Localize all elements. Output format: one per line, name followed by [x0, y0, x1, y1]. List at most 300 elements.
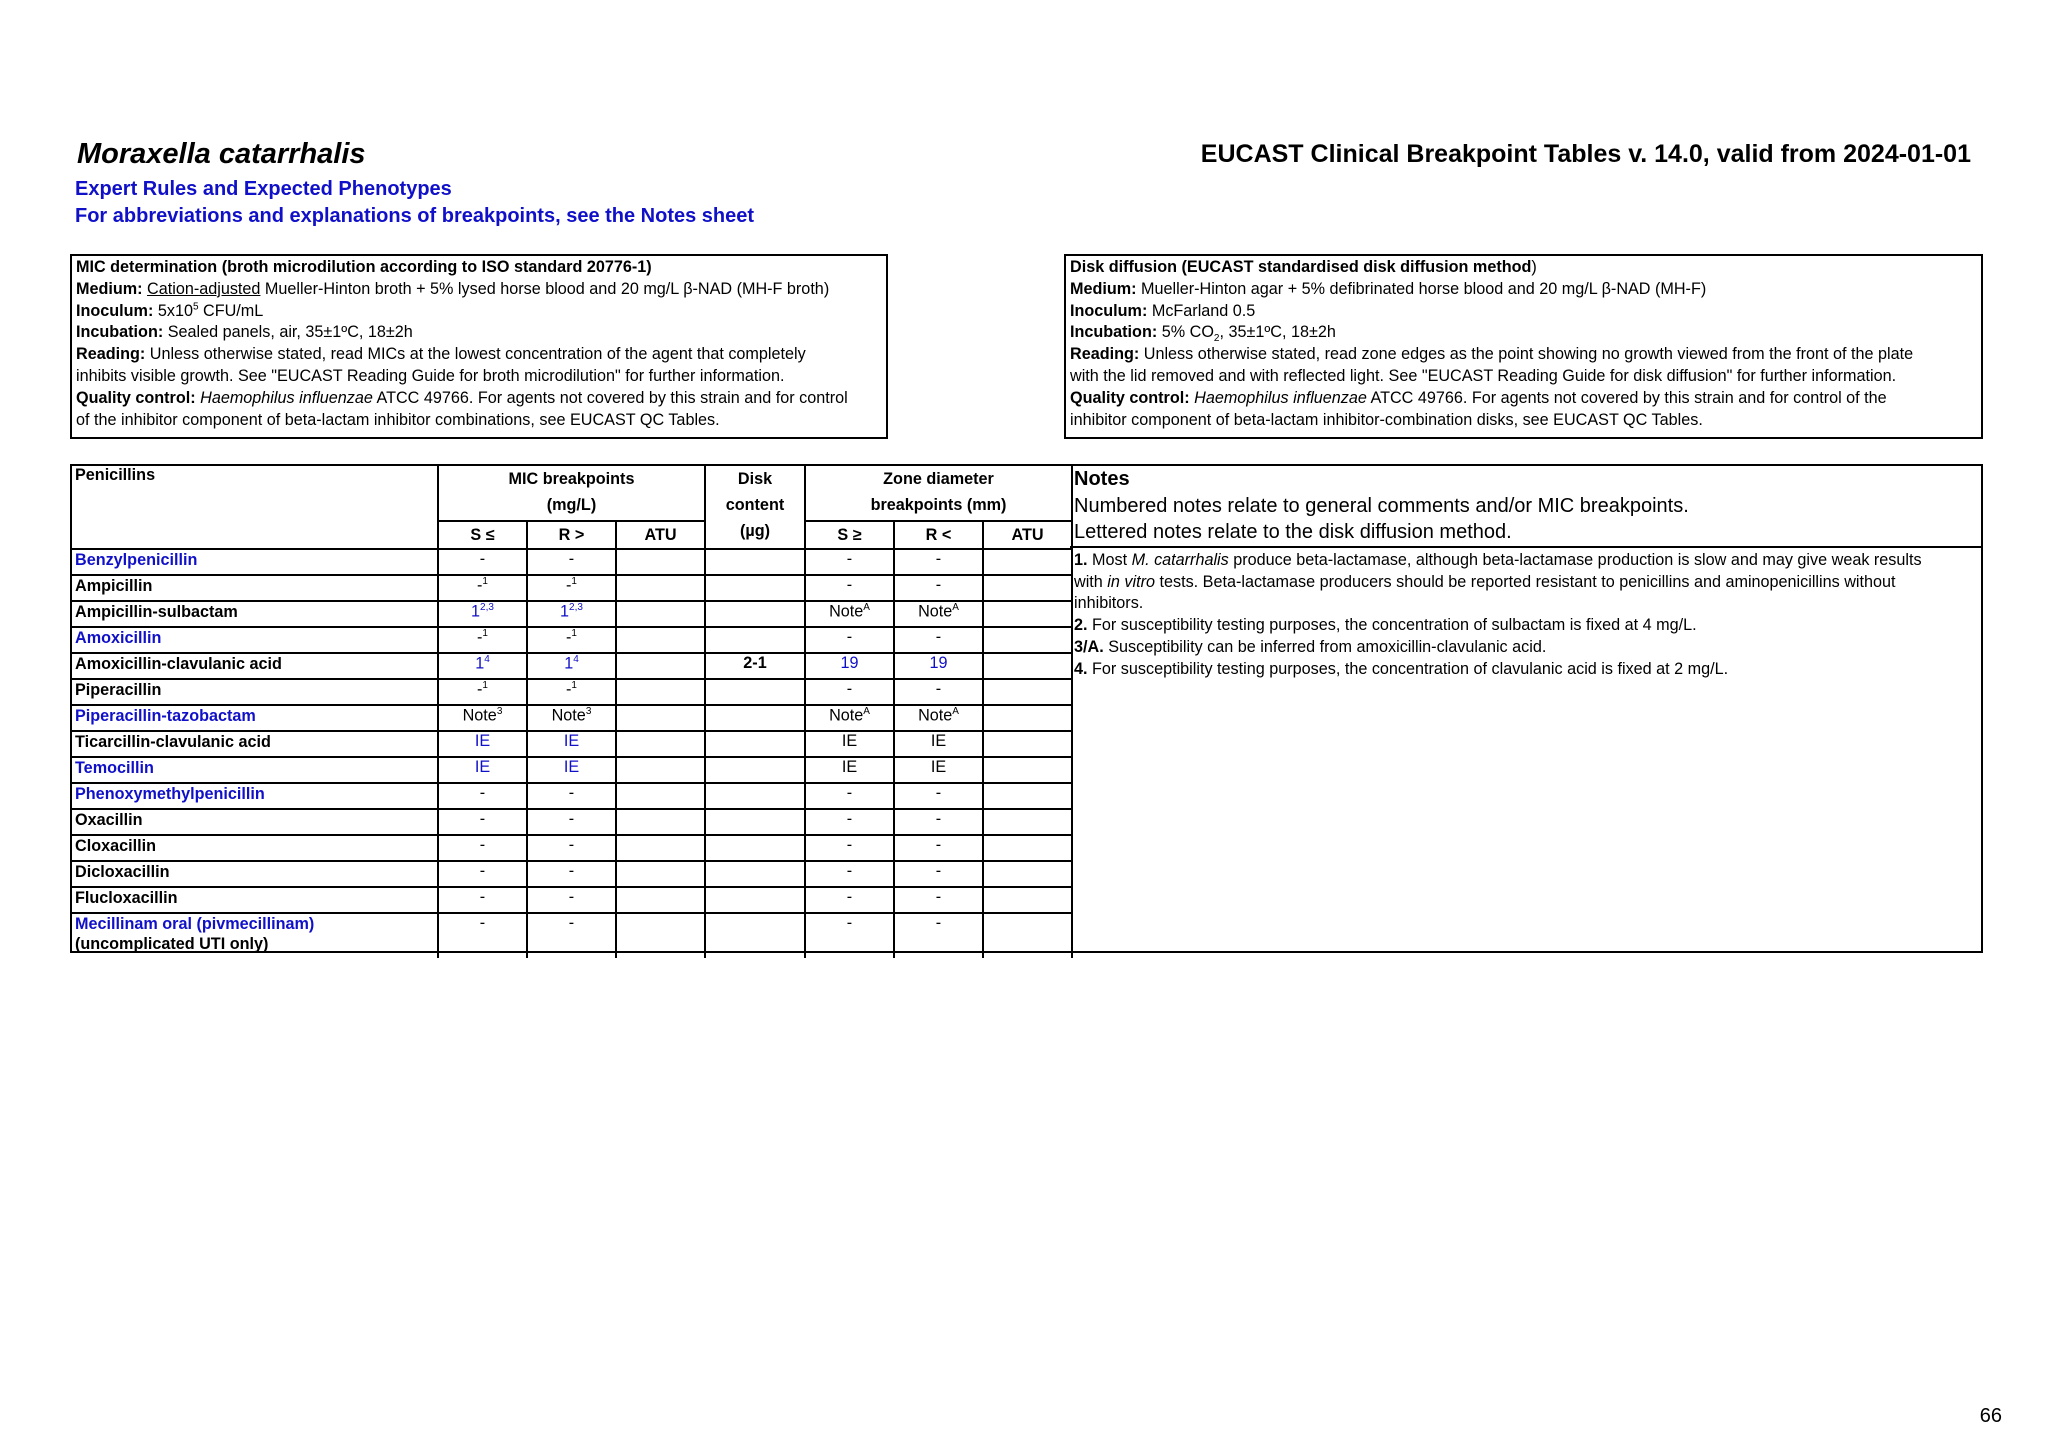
zone-r-cell — [894, 783, 983, 809]
mic-reading-text2: inhibits visible growth. See "EUCAST Reading Guide for broth microdilution" for further information. — [76, 366, 785, 385]
mic-breakpoints-header — [438, 466, 705, 521]
mic-s-cell — [438, 913, 527, 958]
zone-s-cell-note-ref: A — [863, 602, 870, 613]
zone-r-cell-value: - — [935, 888, 942, 906]
disk-content-cell — [705, 705, 805, 731]
mic-r-cell-value: IE — [563, 758, 580, 776]
zone-r-cell-value: - — [935, 628, 942, 646]
zone-s-cell — [805, 627, 894, 653]
table-row — [72, 887, 1072, 913]
mic-s-cell-value: - — [477, 628, 483, 647]
disk-incubation-post: , 35±1ºC, 18±2h — [1219, 323, 1336, 342]
zone-atu-cell — [983, 757, 1072, 783]
mic-s-cell — [438, 783, 527, 809]
disk-content-cell — [705, 679, 805, 705]
mic-s-cell — [438, 887, 527, 913]
zone-r-cell — [894, 601, 983, 627]
document-title: EUCAST Clinical Breakpoint Tables v. 14.0, valid from 2024-01-01 — [1200, 140, 1971, 168]
mic-s-cell-value: - — [477, 680, 483, 699]
note1-number: 1. — [1074, 551, 1088, 569]
mic-inoculum-sup: 5 — [192, 301, 199, 313]
zone-atu-cell — [983, 887, 1072, 913]
zone-atu-header: ATU — [983, 521, 1072, 549]
table-row — [72, 549, 1072, 575]
disk-content-cell: 2-1 — [705, 653, 805, 679]
agent-label: Benzylpenicillin — [75, 551, 198, 569]
mic-medium-label: Medium: — [76, 279, 143, 298]
mic-s-cell — [438, 861, 527, 887]
agent-label: Dicloxacillin — [75, 863, 170, 881]
mic-atu-header: ATU — [616, 521, 705, 549]
mic-atu-cell — [616, 705, 705, 731]
mic-r-cell — [527, 549, 616, 575]
zone-atu-cell — [983, 861, 1072, 887]
agent-name[interactable] — [72, 549, 438, 575]
zone-r-cell-note-ref: A — [952, 602, 959, 613]
mic-qc-text2: of the inhibitor component of beta-lactam inhibitor combinations, see EUCAST QC Tables. — [76, 410, 720, 429]
disk-content-cell — [705, 809, 805, 835]
mic-r-cell-value: 1 — [560, 602, 570, 621]
mic-s-cell-value: 1 — [475, 654, 485, 673]
zone-header-line2: breakpoints (mm) — [870, 496, 1007, 514]
mic-atu-cell — [616, 783, 705, 809]
mic-r-cell — [527, 731, 616, 757]
zone-s-cell-value: - — [846, 680, 853, 698]
mic-r-cell — [527, 783, 616, 809]
mic-s-cell-value: IE — [474, 732, 491, 750]
mic-atu-cell — [616, 601, 705, 627]
agent-name[interactable] — [72, 627, 438, 653]
mic-r-cell-value: - — [568, 888, 575, 906]
mic-r-cell-value: - — [566, 680, 572, 699]
disk-medium-label: Medium: — [1070, 279, 1137, 298]
disk-content-cell — [705, 757, 805, 783]
mic-s-cell — [438, 601, 527, 627]
agent-name — [72, 601, 438, 627]
agent-label: Ticarcillin-clavulanic acid — [75, 733, 271, 751]
agent-label: Ampicillin-sulbactam — [75, 603, 238, 621]
zone-atu-cell — [983, 835, 1072, 861]
mic-r-cell-note-ref: 1 — [571, 628, 577, 639]
mic-s-cell-value: - — [479, 914, 486, 932]
zone-s-cell — [805, 601, 894, 627]
mic-qc-label: Quality control: — [76, 388, 196, 407]
mic-atu-cell — [616, 549, 705, 575]
zone-atu-cell — [983, 601, 1072, 627]
disk-qc-text1: ATCC 49766. For agents not covered by this strain and for control of the — [1366, 388, 1887, 407]
mic-s-cell-value: - — [477, 576, 483, 595]
agent-name — [72, 653, 438, 679]
agent-label: Phenoxymethylpenicillin — [75, 785, 265, 803]
zone-s-cell — [805, 731, 894, 757]
table-row — [72, 705, 1072, 731]
agent-name — [72, 887, 438, 913]
disk-content-cell — [705, 575, 805, 601]
mic-s-cell-note-ref: 1 — [482, 576, 488, 587]
zone-s-cell — [805, 757, 894, 783]
mic-r-cell — [527, 913, 616, 958]
note1-invitro: in vitro — [1107, 572, 1155, 591]
disk-diffusion-box — [1064, 254, 1983, 439]
agent-label: Ampicillin — [75, 577, 153, 595]
mic-r-cell — [527, 861, 616, 887]
disk-reading-label: Reading: — [1070, 345, 1140, 364]
mic-atu-cell — [616, 835, 705, 861]
mic-s-cell-value: - — [479, 862, 486, 880]
zone-r-cell — [894, 627, 983, 653]
disk-content-header — [705, 466, 805, 549]
disk-inoculum-label: Inoculum: — [1070, 301, 1148, 320]
table-row — [72, 575, 1072, 601]
mic-s-cell — [438, 757, 527, 783]
mic-s-cell-value: - — [479, 888, 486, 906]
zone-r-cell — [894, 913, 983, 958]
disk-heading-tail: ) — [1531, 258, 1537, 276]
zone-atu-cell — [983, 575, 1072, 601]
mic-atu-cell — [616, 731, 705, 757]
mic-r-cell — [527, 653, 616, 679]
mic-r-cell — [527, 809, 616, 835]
agent-name — [72, 679, 438, 705]
mic-r-cell-value: IE — [563, 732, 580, 750]
zone-atu-cell — [983, 627, 1072, 653]
table-row — [72, 835, 1072, 861]
agent-name — [72, 731, 438, 757]
note1-organism: M. catarrhalis — [1131, 551, 1229, 569]
zone-header-line1: Zone diameter — [883, 470, 994, 488]
mic-r-cell-value: - — [568, 810, 575, 828]
zone-s-cell — [805, 835, 894, 861]
notes-intro-numbered: Numbered notes relate to general comments and/or MIC breakpoints. — [1074, 495, 1689, 517]
note3-text: Susceptibility can be inferred from amoxicillin-clavulanic acid. — [1103, 637, 1547, 656]
disk-inoculum-text: McFarland 0.5 — [1147, 301, 1256, 320]
zone-s-cell — [805, 705, 894, 731]
note1-line3: inhibitors. — [1074, 594, 1144, 613]
zone-atu-cell — [983, 705, 1072, 731]
disk-incubation-pre: 5% CO — [1157, 323, 1214, 342]
abbreviations-note: For abbreviations and explanations of breakpoints, see the Notes sheet — [75, 205, 755, 227]
zone-s-cell — [805, 861, 894, 887]
zone-r-cell-value: 19 — [929, 654, 948, 672]
table-row — [72, 679, 1072, 705]
agent-name — [72, 575, 438, 601]
mic-r-cell-value: - — [568, 862, 575, 880]
table-row — [72, 757, 1072, 783]
zone-r-cell — [894, 653, 983, 679]
disk-qc-text2: inhibitor component of beta-lactam inhibitor-combination disks, see EUCAST QC Tables. — [1070, 410, 1703, 429]
mic-r-cell-note-ref: 1 — [571, 576, 577, 587]
agent-name[interactable] — [72, 783, 438, 809]
zone-atu-cell — [983, 783, 1072, 809]
disk-content-cell — [705, 601, 805, 627]
disk-content-cell — [705, 783, 805, 809]
mic-r-cell — [527, 757, 616, 783]
mic-reading-text1: Unless otherwise stated, read MICs at the lowest concentration of the agent that completely — [145, 345, 806, 364]
table-row — [72, 809, 1072, 835]
table-row — [72, 783, 1072, 809]
disk-header-line3: (µg) — [740, 522, 770, 540]
zone-r-cell-note-ref: A — [952, 706, 959, 717]
mic-r-cell — [527, 627, 616, 653]
mic-atu-cell — [616, 757, 705, 783]
mic-r-cell-note-ref: 4 — [573, 654, 579, 665]
zone-s-cell-value: IE — [841, 732, 858, 750]
zone-atu-cell — [983, 549, 1072, 575]
zone-r-cell-value: IE — [930, 732, 947, 750]
mic-s-cell-value: IE — [474, 758, 491, 776]
zone-s-cell — [805, 887, 894, 913]
mic-r-cell — [527, 679, 616, 705]
mic-s-cell — [438, 549, 527, 575]
mic-atu-cell — [616, 861, 705, 887]
mic-r-cell-value: Note — [551, 706, 586, 725]
note2-number: 2. — [1074, 616, 1088, 635]
disk-content-cell — [705, 861, 805, 887]
notes-divider — [1070, 546, 1981, 548]
mic-s-cell-note-ref: 2,3 — [480, 602, 494, 613]
disk-header-line1: Disk — [737, 470, 773, 488]
mic-s-cell-note-ref: 3 — [496, 706, 503, 717]
agent-label: Amoxicillin-clavulanic acid — [75, 655, 282, 673]
zone-r-cell — [894, 549, 983, 575]
mic-s-cell — [438, 705, 527, 731]
zone-r-cell — [894, 757, 983, 783]
mic-r-cell-note-ref: 1 — [571, 680, 577, 691]
zone-s-cell — [805, 783, 894, 809]
table-row — [72, 731, 1072, 757]
zone-r-cell-value: - — [935, 810, 942, 828]
agent-name — [72, 861, 438, 887]
zone-r-cell-value: - — [935, 862, 942, 880]
mic-s-cell-value: Note — [462, 706, 497, 725]
disk-qc-organism: Haemophilus influenzae — [1189, 388, 1367, 407]
zone-s-cell — [805, 913, 894, 958]
mic-s-cell — [438, 809, 527, 835]
mic-reading-label: Reading: — [76, 345, 146, 364]
mic-header-line1: MIC breakpoints — [508, 470, 635, 488]
mic-r-cell-value: - — [566, 576, 572, 595]
zone-s-cell-value: - — [846, 784, 853, 802]
mic-atu-cell — [616, 575, 705, 601]
disk-content-cell — [705, 835, 805, 861]
zone-s-cell-value: - — [846, 914, 853, 932]
agent-name — [72, 835, 438, 861]
mic-medium-text: Mueller-Hinton broth + 5% lysed horse blood and 20 mg/L β-NAD (MH-F broth) — [260, 279, 830, 298]
mic-s-cell-note-ref: 1 — [482, 628, 488, 639]
disk-content-cell — [705, 913, 805, 958]
zone-r-cell-value: - — [935, 576, 942, 594]
zone-r-cell — [894, 809, 983, 835]
mic-s-cell-value: - — [479, 836, 486, 854]
mic-r-cell-value: - — [568, 784, 575, 802]
zone-s-cell-note-ref: A — [863, 706, 870, 717]
agent-label: Piperacillin — [75, 681, 162, 699]
mic-s-cell-value: - — [479, 810, 486, 828]
zone-r-cell-value: - — [935, 550, 942, 568]
mic-s-cell — [438, 679, 527, 705]
disk-header-line2: content — [725, 496, 785, 514]
zone-r-cell-value: - — [935, 914, 942, 932]
organism-title: Moraxella catarrhalis — [77, 138, 366, 170]
mic-r-cell-value: - — [566, 628, 572, 647]
zone-atu-cell — [983, 679, 1072, 705]
table-row — [72, 653, 1072, 679]
zone-s-cell — [805, 575, 894, 601]
notes-intro-lettered: Lettered notes relate to the disk diffusion method. — [1074, 521, 1512, 543]
mic-s-cell-note-ref: 4 — [484, 654, 490, 665]
mic-medium-underlined: Cation-adjusted — [147, 279, 261, 298]
mic-s-cell-note-ref: 1 — [482, 680, 488, 691]
zone-r-cell — [894, 861, 983, 887]
group-label: Penicillins — [75, 466, 156, 484]
note1-pre: Most — [1087, 551, 1132, 569]
disk-content-cell — [705, 549, 805, 575]
zone-s-cell-value: Note — [829, 602, 864, 621]
note1-mid: produce beta-lactamase, although beta-lactamase production is slow and may give weak results — [1228, 551, 1922, 569]
zone-r-cell-value: Note — [918, 602, 953, 621]
note4-text: For susceptibility testing purposes, the concentration of clavulanic acid is fixed at 2 mg/L. — [1087, 659, 1729, 678]
mic-incubation-text: Sealed panels, air, 35±1ºC, 18±2h — [163, 323, 413, 342]
table-row — [72, 913, 1072, 958]
disk-content-cell — [705, 887, 805, 913]
agent-name[interactable] — [72, 705, 438, 731]
zone-s-header: S ≥ — [805, 521, 894, 549]
zone-s-cell-value: - — [846, 550, 853, 568]
mic-inoculum-pre: 5x10 — [153, 301, 193, 320]
zone-s-cell-value: - — [846, 888, 853, 906]
zone-s-cell-value: - — [846, 862, 853, 880]
disk-medium-text: Mueller-Hinton agar + 5% defibrinated horse blood and 20 mg/L β-NAD (MH-F) — [1136, 279, 1707, 298]
mic-heading: MIC determination (broth microdilution according to ISO standard 20776-1) — [76, 258, 652, 276]
mic-atu-cell — [616, 627, 705, 653]
mic-inoculum-label: Inoculum: — [76, 301, 154, 320]
agent-qualifier: (uncomplicated UTI only) — [75, 935, 269, 953]
zone-s-cell-value: - — [846, 810, 853, 828]
zone-s-cell-value: - — [846, 576, 853, 594]
disk-reading-text2: with the lid removed and with reflected light. See "EUCAST Reading Guide for disk diffusion" for further information. — [1070, 366, 1897, 385]
mic-r-cell — [527, 705, 616, 731]
zone-s-cell-value: - — [846, 628, 853, 646]
agent-label: Flucloxacillin — [75, 889, 178, 907]
mic-s-header: S ≤ — [438, 521, 527, 549]
mic-s-cell — [438, 731, 527, 757]
mic-s-cell — [438, 627, 527, 653]
breakpoint-table — [70, 464, 1983, 953]
zone-s-cell-value: Note — [829, 706, 864, 725]
mic-atu-cell — [616, 887, 705, 913]
table-row — [72, 601, 1072, 627]
expert-rules-link[interactable]: Expert Rules and Expected Phenotypes — [75, 178, 452, 200]
zone-r-cell — [894, 731, 983, 757]
zone-r-cell — [894, 575, 983, 601]
disk-content-cell — [705, 731, 805, 757]
disk-incubation-sub: 2 — [1213, 333, 1220, 345]
agent-label: Oxacillin — [75, 811, 143, 829]
zone-s-cell — [805, 653, 894, 679]
zone-r-header: R < — [894, 521, 983, 549]
zone-r-cell — [894, 679, 983, 705]
mic-incubation-label: Incubation: — [76, 323, 164, 342]
mic-qc-text1: ATCC 49766. For agents not covered by this strain and for control — [372, 388, 848, 407]
disk-heading: Disk diffusion (EUCAST standardised disk diffusion method — [1070, 258, 1532, 276]
mic-r-cell-note-ref: 3 — [585, 706, 592, 717]
notes-body — [1074, 550, 1974, 680]
zone-s-cell — [805, 809, 894, 835]
mic-s-cell-value: 1 — [471, 602, 481, 621]
zone-r-cell-value: Note — [918, 706, 953, 725]
disk-content-cell — [705, 627, 805, 653]
mic-header-line2: (mg/L) — [546, 496, 597, 514]
mic-r-cell — [527, 887, 616, 913]
mic-r-cell-value: - — [568, 836, 575, 854]
zone-atu-cell — [983, 913, 1072, 958]
zone-r-cell — [894, 835, 983, 861]
agent-label: Amoxicillin — [75, 629, 162, 647]
mic-s-cell — [438, 575, 527, 601]
mic-r-cell-value: 1 — [564, 654, 574, 673]
agent-label: Cloxacillin — [75, 837, 156, 855]
mic-determination-box — [70, 254, 888, 439]
zone-atu-cell — [983, 653, 1072, 679]
mic-r-cell-value: - — [568, 550, 575, 568]
zone-r-cell — [894, 705, 983, 731]
mic-s-cell — [438, 835, 527, 861]
mic-atu-cell — [616, 809, 705, 835]
disk-reading-text1: Unless otherwise stated, read zone edges as the point showing no growth viewed from the front of the plate — [1139, 345, 1914, 364]
mic-r-cell — [527, 835, 616, 861]
mic-r-cell-note-ref: 2,3 — [569, 602, 583, 613]
zone-s-cell-value: - — [846, 836, 853, 854]
table-row — [72, 861, 1072, 887]
note1-line2-pre: with — [1074, 572, 1108, 591]
mic-s-cell — [438, 653, 527, 679]
mic-atu-cell — [616, 913, 705, 958]
mic-atu-cell — [616, 653, 705, 679]
mic-r-header: R > — [527, 521, 616, 549]
zone-r-cell-value: IE — [930, 758, 947, 776]
note3-number: 3/A. — [1074, 637, 1104, 656]
zone-r-cell-value: - — [935, 836, 942, 854]
agent-name[interactable] — [72, 913, 438, 958]
table-row — [72, 627, 1072, 653]
zone-s-cell — [805, 549, 894, 575]
zone-r-cell-value: - — [935, 784, 942, 802]
group-header-penicillins — [72, 466, 438, 549]
zone-r-cell-value: - — [935, 680, 942, 698]
zone-s-cell-value: 19 — [840, 654, 859, 672]
mic-r-cell — [527, 575, 616, 601]
zone-s-cell-value: IE — [841, 758, 858, 776]
agent-name[interactable] — [72, 757, 438, 783]
zone-r-cell — [894, 887, 983, 913]
agent-label: Temocillin — [75, 759, 154, 777]
mic-s-cell-value: - — [479, 784, 486, 802]
mic-r-cell — [527, 601, 616, 627]
agent-label: Piperacillin-tazobactam — [75, 707, 256, 725]
mic-r-cell-value: - — [568, 914, 575, 932]
agent-name — [72, 809, 438, 835]
note2-text: For susceptibility testing purposes, the concentration of sulbactam is fixed at 4 mg/L. — [1087, 616, 1697, 635]
mic-s-cell-value: - — [479, 550, 486, 568]
mic-atu-cell — [616, 679, 705, 705]
zone-diameter-header — [805, 466, 1072, 521]
mic-inoculum-post: CFU/mL — [198, 301, 264, 320]
disk-qc-label: Quality control: — [1070, 388, 1190, 407]
notes-title: Notes — [1074, 468, 1130, 490]
page-number: 66 — [1979, 1405, 2002, 1427]
note4-number: 4. — [1074, 659, 1088, 678]
zone-atu-cell — [983, 731, 1072, 757]
